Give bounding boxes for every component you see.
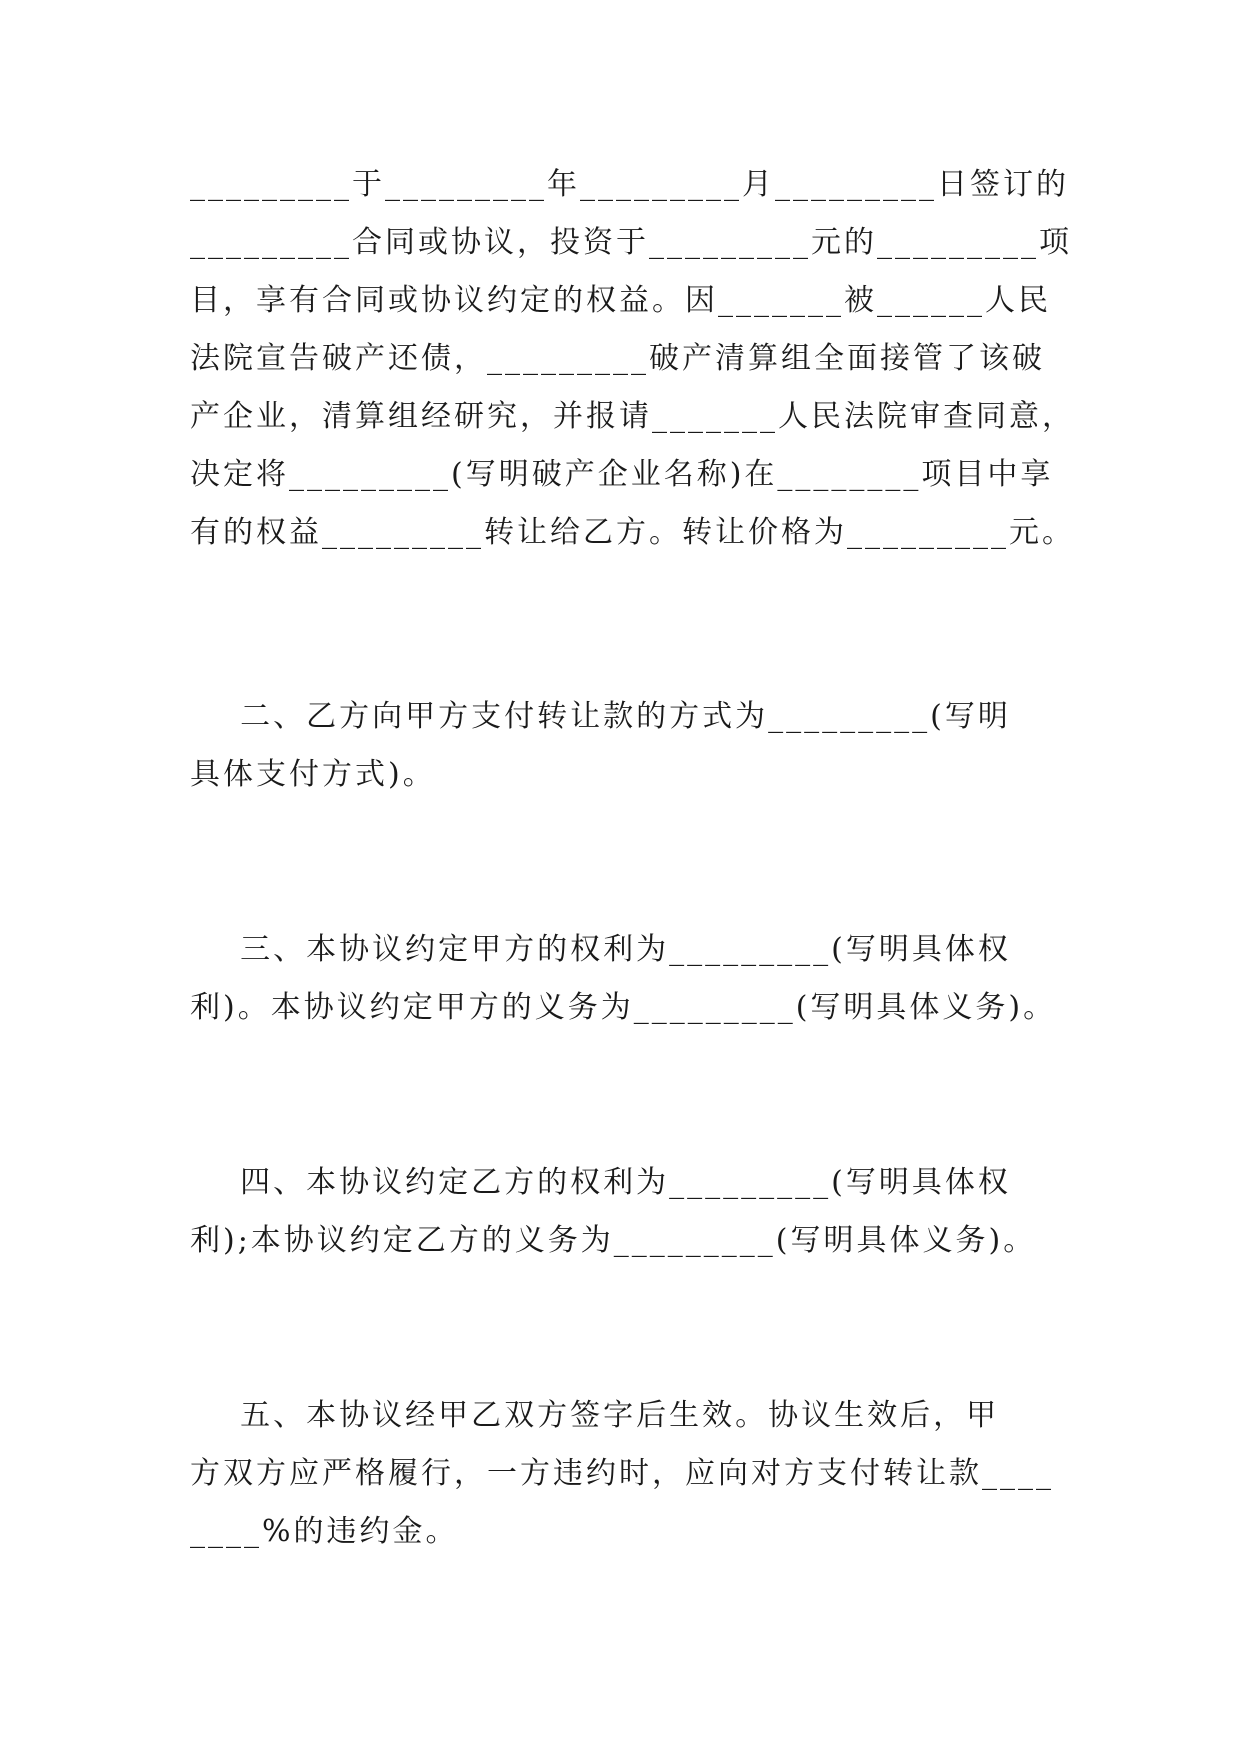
clause-2-payment-method	[190, 688, 1050, 804]
paragraph-line: 方双方应严格履行，一方违约时，应向对方支付转让款____	[190, 1456, 1054, 1491]
paragraph-line: 四、本协议约定乙方的权利为_________(写明具体权	[190, 1165, 1011, 1200]
clause-3-party-a-rights	[190, 921, 1057, 1037]
paragraph-line: _________于_________年_________月_________日签订的	[190, 167, 1069, 202]
paragraph-1-contract-background	[190, 156, 1075, 562]
paragraph-line: 五、本协议经甲乙双方签字后生效。协议生效后，甲	[190, 1398, 1000, 1433]
paragraph-line: 利)。本协议约定甲方的义务为_________(写明具体义务)。	[190, 990, 1057, 1025]
paragraph-line: 三、本协议约定甲方的权利为_________(写明具体权	[190, 932, 1011, 967]
clause-4-party-b-rights	[190, 1154, 1050, 1270]
paragraph-line: 有的权益_________转让给乙方。转让价格为_________元。	[190, 515, 1075, 550]
paragraph-line: 产企业，清算组经研究，并报请_______人民法院审查同意，	[190, 399, 1075, 434]
paragraph-line: _________合同或协议，投资于_________元的_________项	[190, 225, 1072, 260]
paragraph-line: 二、乙方向甲方支付转让款的方式为_________(写明	[190, 699, 1011, 734]
paragraph-line: ____%的违约金。	[190, 1514, 459, 1549]
paragraph-line: 决定将_________(写明破产企业名称)在________项目中享	[190, 457, 1054, 492]
clause-5-effectiveness-and-breach	[190, 1387, 1054, 1561]
paragraph-line: 利);本协议约定乙方的义务为_________(写明具体义务)。	[190, 1223, 1037, 1258]
paragraph-line: 目，享有合同或协议约定的权益。因_______被______人民	[190, 283, 1051, 318]
paragraph-line: 法院宣告破产还债，_________破产清算组全面接管了该破	[190, 341, 1045, 376]
paragraph-line: 具体支付方式)。	[190, 757, 436, 792]
